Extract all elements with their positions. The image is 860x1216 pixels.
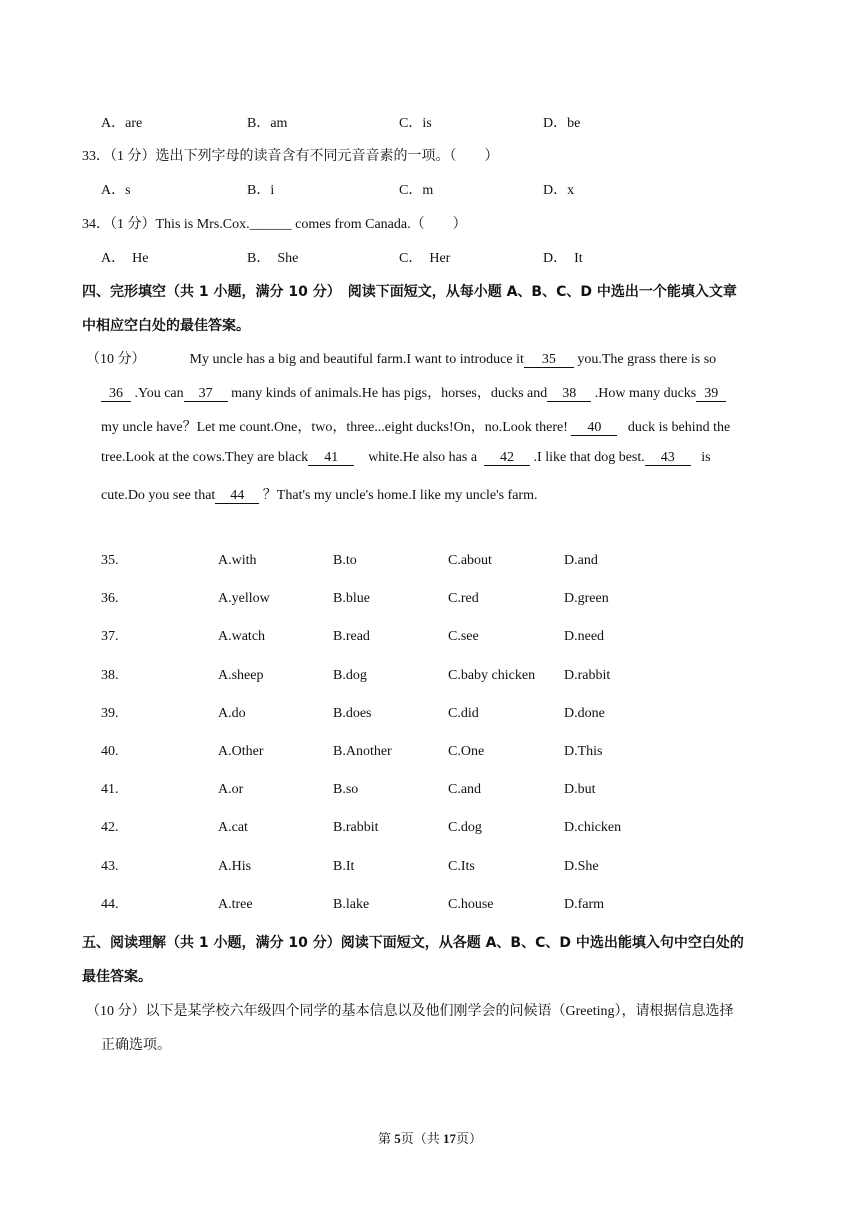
blank-42: 42	[484, 450, 530, 466]
choice-option-c: C.baby chicken	[448, 667, 536, 683]
choice-row	[0, 668, 860, 688]
passage-text: .I like that dog best.	[533, 450, 645, 465]
q33-options	[0, 179, 860, 199]
choice-option-c: C.did	[448, 705, 479, 721]
choice-option-d: D.green	[564, 591, 609, 607]
choice-option-a: A.watch	[218, 629, 266, 645]
q32-option-d: D．be	[543, 116, 581, 131]
choice-number: 35.	[101, 553, 119, 568]
choice-option-c: C.see	[448, 629, 479, 645]
blank-36: 36	[101, 386, 131, 402]
choice-option-c: C.house	[448, 896, 494, 912]
choice-option-d: D.She	[564, 858, 599, 874]
choice-option-a: A.yellow	[218, 591, 270, 607]
choice-row	[0, 706, 860, 726]
choice-number: 41.	[101, 782, 119, 798]
choice-option-b: B.read	[333, 629, 370, 645]
choice-row	[0, 744, 860, 764]
passage-line-1	[86, 348, 766, 368]
choice-option-b: B.dog	[333, 667, 367, 683]
passage-text: ？That's my uncle's home.I like my uncle's farm.	[262, 488, 538, 503]
passage-line-5	[101, 484, 781, 504]
choice-option-d: D.need	[564, 629, 605, 645]
choice-number: 39.	[101, 705, 119, 721]
choice-option-a: A.cat	[218, 820, 248, 836]
q32-option-a: A．are	[101, 116, 143, 131]
choice-option-a: A.Other	[218, 744, 264, 759]
passage-line-2	[101, 382, 781, 402]
blank-40: 40	[571, 420, 617, 436]
q34-option-b: B． She	[247, 251, 299, 266]
q34-option-a: A． He	[101, 251, 149, 266]
blank-44: 44	[215, 488, 259, 504]
q32-option-c: C．is	[399, 116, 432, 131]
choice-option-a: A.do	[218, 705, 246, 721]
choice-option-b: B.does	[333, 705, 372, 721]
section5-title-line2: 最佳答案。	[82, 969, 152, 985]
footer-text: 页（共	[400, 1131, 443, 1146]
passage-text: many kinds of animals.He has pigs，horses，ducks and	[231, 386, 548, 401]
choice-number: 36.	[101, 591, 119, 607]
q32-options	[0, 112, 860, 132]
q33-option-c: C．m	[399, 183, 434, 198]
passage-text: duck is behind the	[627, 420, 731, 435]
choice-option-b: B.It	[333, 858, 355, 874]
blank-37: 37	[184, 386, 228, 402]
passage-text: My uncle has a big and beautiful farm.I want to introduce it	[189, 352, 524, 367]
passage-text: cute.Do you see that	[101, 488, 216, 503]
choice-option-d: D.farm	[564, 896, 605, 912]
blank-41: 41	[308, 450, 354, 466]
q33-option-d: D．x	[543, 183, 575, 198]
choice-option-d: D.chicken	[564, 820, 622, 836]
choice-option-b: B.lake	[333, 896, 370, 912]
choice-row	[0, 782, 860, 802]
choice-row	[0, 859, 860, 879]
passage-text: .You can	[134, 386, 184, 401]
choice-option-b: B.rabbit	[333, 820, 379, 836]
choice-number: 43.	[101, 858, 119, 874]
choice-option-c: C.about	[448, 553, 492, 568]
choice-row	[0, 591, 860, 611]
choice-number: 37.	[101, 629, 119, 645]
choice-option-c: C.Its	[448, 858, 475, 874]
blank-43: 43	[645, 450, 691, 466]
passage-text: .How many ducks	[594, 386, 697, 401]
choice-option-d: D.done	[564, 705, 605, 721]
section4-title-line2: 中相应空白处的最佳答案。	[82, 318, 250, 334]
footer-text: 页）	[456, 1131, 483, 1146]
q34-options	[0, 247, 860, 267]
choice-option-c: C.dog	[448, 820, 482, 836]
passage-text: tree.Look at the cows.They are black	[101, 450, 309, 465]
choice-option-d: D.but	[564, 782, 596, 798]
choice-row	[0, 553, 860, 573]
choice-option-a: A.or	[218, 782, 244, 798]
choice-option-d: D.and	[564, 553, 598, 568]
choice-row	[0, 820, 860, 840]
choice-option-c: C.One	[448, 744, 485, 759]
section5-intro-line2: 正确选项。	[101, 1038, 171, 1053]
q33-option-b: B．i	[247, 183, 275, 198]
choice-option-b: B.blue	[333, 591, 370, 607]
choice-number: 44.	[101, 896, 119, 912]
passage-score: （10 分）	[86, 352, 146, 367]
choice-option-a: A.with	[218, 553, 257, 568]
choice-row	[0, 629, 860, 649]
section5-intro-line1: （10 分）以下是某学校六年级四个同学的基本信息以及他们刚学会的问候语（Greeting），请根据信息选择	[86, 1004, 734, 1019]
passage-line-3	[101, 416, 781, 436]
section4-title-line1: 四、完形填空（共 1 小题，满分 10 分） 阅读下面短文，从每小题 A、B、C、D 中选出一个能填入文章	[82, 284, 737, 300]
passage-text: white.He also has a	[368, 450, 478, 465]
passage-text: you.The grass there is so	[577, 352, 717, 367]
q34-option-c: C． Her	[399, 251, 451, 266]
section5-title-line1: 五、阅读理解（共 1 小题，满分 10 分）阅读下面短文，从各题 A、B、C、D 中选出能填入句中空白处的	[82, 935, 744, 951]
footer-text: 第	[377, 1131, 395, 1146]
choice-option-b: B.so	[333, 782, 359, 798]
passage-line-4	[101, 450, 781, 466]
blank-39: 39	[696, 386, 726, 402]
page-number: 5	[394, 1131, 401, 1146]
blank-38: 38	[547, 386, 591, 402]
choice-number: 42.	[101, 820, 119, 836]
q34-option-d: D． It	[543, 251, 583, 266]
choice-option-c: C.and	[448, 782, 482, 798]
page-footer	[0, 1128, 860, 1147]
choice-number: 38.	[101, 667, 119, 683]
passage-text: is	[701, 450, 711, 465]
choice-option-a: A.sheep	[218, 667, 264, 683]
choice-option-a: A.tree	[218, 896, 253, 912]
choice-option-a: A.His	[218, 858, 252, 874]
q33-option-a: A．s	[101, 183, 131, 198]
choice-option-d: D.This	[564, 744, 603, 759]
passage-text: my uncle have？Let me count.One，two，three...eight ducks!On，no.Look there!	[101, 420, 568, 435]
q32-option-b: B．am	[247, 116, 288, 131]
choice-option-b: B.Another	[333, 744, 392, 759]
choice-option-d: D.rabbit	[564, 667, 611, 683]
choice-row	[0, 897, 860, 917]
blank-35: 35	[524, 352, 574, 368]
choice-number: 40.	[101, 744, 119, 759]
q33-stem: 33．（1 分）选出下列字母的读音含有不同元音音素的一项。（ ）	[82, 149, 499, 164]
choice-option-c: C.red	[448, 591, 479, 607]
total-pages: 17	[443, 1131, 456, 1146]
q34-stem: 34．（1 分）This is Mrs.Cox.______ comes from Canada.（ ）	[82, 217, 467, 232]
choice-option-b: B.to	[333, 553, 357, 568]
